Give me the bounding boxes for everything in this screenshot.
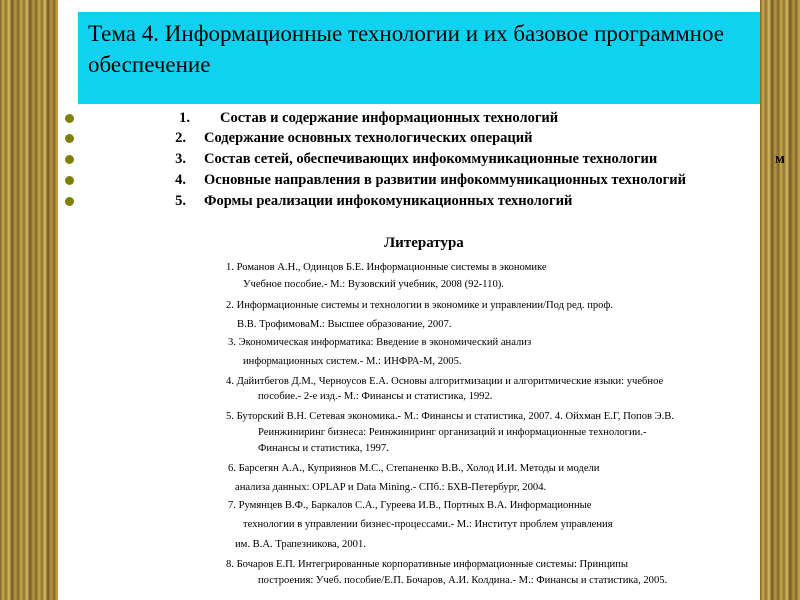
reference-line: Финансы и статистика, 1997.	[258, 443, 389, 454]
reference-line: 6. Барсегян А.А., Куприянов М.С., Степаненко В.В., Холод И.И. Методы и модели	[228, 463, 600, 474]
topic-number: 4.	[175, 172, 186, 188]
reference-line: 7. Румянцев В.Ф., Баркалов С.А., Гуреева И.В., Портных В.А. Информационные	[228, 500, 592, 511]
topic-item	[0, 191, 800, 212]
topic-text: Основные направления в развитии инфокоммуникационных технологий	[204, 172, 686, 188]
reference-line: технологии в управлении бизнес-процессами.- М.: Институт проблем управления	[243, 519, 613, 530]
reference-line: 8. Бочаров Е.П. Интегрированные корпоративные информационные системы: Принципы	[226, 559, 628, 570]
reference-line: анализа данных: OPLAP и Data Mining.- СПб.: БХВ-Петербург, 2004.	[235, 482, 547, 493]
reference-line: Учебное пособие.- М.: Вузовский учебник, 2008 (92-110).	[243, 279, 504, 290]
topic-text: Формы реализации инфокомуникационных технологий	[204, 193, 573, 209]
bullet-icon	[65, 155, 74, 164]
topic-item	[0, 149, 800, 170]
reference-line: 2. Информационные системы и технологии в экономике и управлении/Под ред. проф.	[226, 300, 613, 311]
topic-text: Состав сетей, обеспечивающих инфокоммуникационные технологии	[204, 151, 658, 167]
slide-title: Тема 4. Информационные технологии и их базовое программное обеспечение	[88, 21, 724, 77]
bullet-icon	[65, 114, 74, 123]
literature-heading: Литература	[384, 235, 464, 251]
topic-number: 1.	[179, 110, 190, 126]
topic-number: 3.	[175, 151, 186, 167]
bullet-icon	[65, 197, 74, 206]
reference-line: 4. Дайитбегов Д.М., Черноусов Е.А. Основы алгоритмизации и алгоритмические языки: учебное	[226, 376, 664, 387]
right-decorative-stripe	[760, 0, 800, 600]
topic-item	[0, 128, 800, 149]
reference-line: им. В.А. Трапезникова, 2001.	[235, 539, 366, 550]
topic-item	[0, 170, 800, 191]
reference-line: 1. Романов А.Н., Одинцов Б.Е. Информационные системы в экономике	[226, 262, 547, 273]
reference-line: 5. Буторский В.Н. Сетевая экономика.- М.: Финансы и статистика, 2007. 4. Ойхман Е.Г, Попов Э.В.	[226, 411, 675, 422]
topic-number: 2.	[175, 130, 186, 146]
topic-item	[0, 108, 800, 129]
reference-line: Реинжиниринг бизнеса: Реинжиниринг организаций и информационные технологии.-	[258, 427, 647, 438]
reference-line: пособие.- 2-е изд.- М.: Финансы и статистика, 1992.	[258, 391, 493, 402]
topic-text: Состав и содержание информационных технологий	[220, 110, 559, 126]
reference-line: построения: Учеб. пособие/Е.П. Бочаров, А.И. Колдина.- М.: Финансы и статистика, 2005.	[258, 575, 668, 586]
reference-line: информационных систем.- М.: ИНФРА-М, 2005.	[243, 356, 462, 367]
reference-line: 3. Экономическая информатика: Введение в экономический анализ	[228, 337, 532, 348]
topic-extra-letter: м	[775, 151, 785, 167]
bullet-icon	[65, 176, 74, 185]
topic-text: Содержание основных технологических операций	[204, 130, 533, 146]
bullet-icon	[65, 134, 74, 143]
reference-line: В.В. ТрофимоваМ.: Высшее образование, 2007.	[237, 319, 452, 330]
left-decorative-stripe	[0, 0, 58, 600]
topic-number: 5.	[175, 193, 186, 209]
